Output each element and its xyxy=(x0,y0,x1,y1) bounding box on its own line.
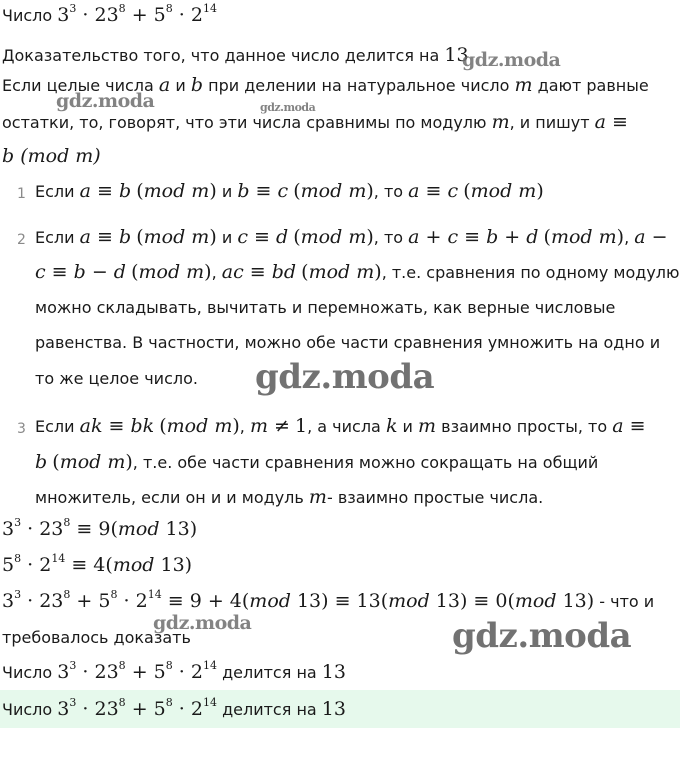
watermark: gdz.moda xyxy=(153,612,252,634)
list-item-line: Если ak ≡ bk (mod m), m ≠ 1, а числа k и m взаимно просты, то a ≡ xyxy=(35,415,646,437)
calc-line-2: $5^8 \cdot 2^{14} \equiv 4(mod$ 13) xyxy=(2,552,193,576)
list-item-line: b (mod m), т.е. обе части сравнения можно сокращать на общий xyxy=(35,451,599,473)
list-item-number: 1 xyxy=(17,186,26,202)
proof-heading: Доказательство того, что данное число делится на 13 xyxy=(2,44,469,66)
list-item-line: равенства. В частности, можно обе части сравнения умножить на одно и xyxy=(35,333,661,352)
answer-text: Число $3^3 \cdot 23^8 + 5^8 \cdot 2^{14}$ делится на 13 xyxy=(2,696,346,720)
title-expression: $3^3 \cdot 23^8 + 5^8 \cdot 2^{14}$ xyxy=(57,2,217,26)
definition-line-1: Если целые числа a и b при делении на натуральное число m дают равные xyxy=(2,74,649,96)
watermark: gdz.moda xyxy=(56,90,155,112)
list-item-line: то же целое число. xyxy=(35,369,198,388)
task-title: Число $3^3 \cdot 23^8 + 5^8 \cdot 2^{14}$ xyxy=(2,2,217,26)
list-item-line: c ≡ b − d (mod m), ac ≡ bd (mod m), т.е. сравнения по одному модулю xyxy=(35,261,680,283)
list-item-number: 2 xyxy=(17,232,26,248)
watermark: gdz.moda xyxy=(452,616,632,656)
list-item-line: Если a ≡ b (mod m) и c ≡ d (mod m), то a + c ≡ b + d (mod m), a − xyxy=(35,226,668,248)
watermark: gdz.moda xyxy=(260,101,316,114)
watermark: gdz.moda xyxy=(255,357,435,397)
list-item-number: 3 xyxy=(17,421,26,437)
definition-line-2: остатки, то, говорят, что эти числа сравнимы по модулю m, и пишут a ≡ xyxy=(2,111,628,133)
list-item-line: Если a ≡ b (mod m) и b ≡ c (mod m), то a ≡ c (mod m) xyxy=(35,180,544,202)
conclusion: Число $3^3 \cdot 23^8 + 5^8 \cdot 2^{14}$ делится на 13 xyxy=(2,659,346,683)
list-item-line: можно складывать, вычитать и перемножать, как верные числовые xyxy=(35,298,616,317)
calc-line-1: $3^3 \cdot 23^8 \equiv 9(mod$ 13) xyxy=(2,516,198,540)
definition-line-3: b (mod m) xyxy=(2,145,101,167)
calc-line-4: требовалось доказать xyxy=(2,628,191,647)
watermark: gdz.moda xyxy=(462,49,561,71)
calc-line-3: $3^3 \cdot 23^8 + 5^8 \cdot 2^{14} \equiv 9 + 4(mod$ 13) ≡ 13(mod 13) ≡ 0(mod 13) - что и xyxy=(2,588,655,612)
list-item-line: множитель, если он и и модуль m- взаимно простые числа. xyxy=(35,486,544,508)
answer-box xyxy=(0,690,680,728)
